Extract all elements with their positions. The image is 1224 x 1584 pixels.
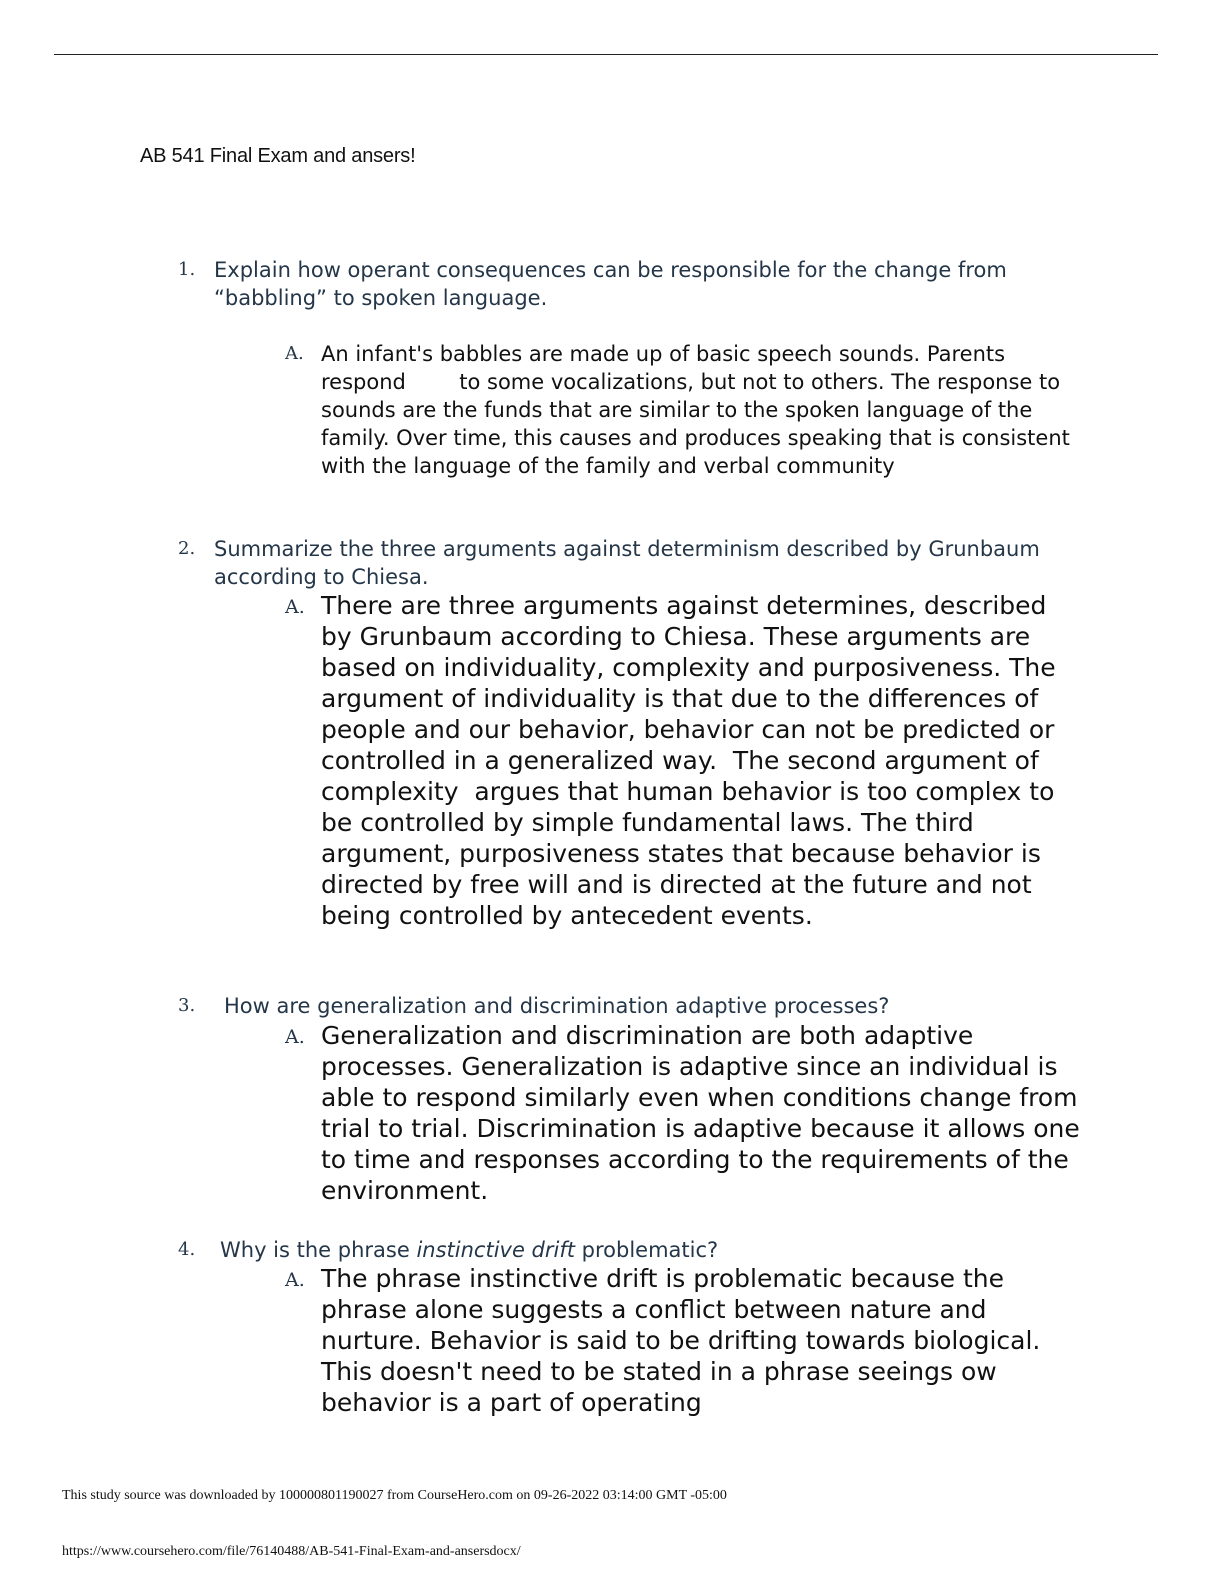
question-number: 1.: [178, 259, 196, 280]
question-number: 4.: [178, 1239, 196, 1260]
source-url[interactable]: https://www.coursehero.com/file/76140488/AB-541-Final-Exam-and-ansersdocx/: [62, 1544, 521, 1559]
top-rule: [54, 54, 1158, 55]
answer-letter: A.: [285, 343, 304, 364]
answer-text: The phrase instinctive drift is problematic because the phrase alone suggests a conflict between nature and nurture. Behavior is said to be drifting towards biological. This doesn't need to be stated in a phrase seeings ow behavior is a part of operating: [321, 1264, 1049, 1417]
answer-text: An infant's babbles are made up of basic speech sounds. Parents respond to some vocalizations, but not to others. The response to sounds are the funds that are similar to the spoken language of the family. Over time, this causes and produces speaking that is consistent with the language of the family and verbal community: [321, 342, 1077, 478]
question-text: Summarize the three arguments against determinism described by Grunbaum according to Chiesa.: [214, 537, 1040, 589]
download-notice: This study source was downloaded by 100000801190027 from CourseHero.com on 09-26-2022 03:14:00 GMT -05:00: [62, 1488, 727, 1503]
question-number: 3.: [178, 995, 196, 1016]
question-text: Explain how operant consequences can be responsible for the change from “babbling” to spoken language.: [214, 258, 1007, 310]
answer-text: There are three arguments against determines, described by Grunbaum according to Chiesa. These arguments are based on individuality, complexity and purposiveness. The argument of individuality is that due to the differences of people and our behavior, behavior can not be predicted or controlled in a generalized way. The second argument of complexity argues that human behavior is too complex to be controlled by simple fundamental laws. The third argument, purposiveness states that because behavior is directed by free will and is directed at the future and not being controlled by antecedent events.: [321, 591, 1064, 930]
question-number: 2.: [178, 538, 196, 559]
question-text-before: Why is the phrase: [220, 1238, 417, 1262]
answer-letter: A.: [285, 1269, 305, 1291]
question-text-after: problematic?: [574, 1238, 719, 1262]
question-text: How are generalization and discrimination adaptive processes?: [224, 994, 890, 1018]
answer-letter: A.: [285, 1026, 305, 1048]
question-text-emphasis: instinctive drift: [416, 1238, 575, 1262]
question-text: [220, 1236, 1080, 1264]
answer-letter: A.: [285, 596, 305, 618]
answer-text: Generalization and discrimination are both adaptive processes. Generalization is adaptive since an individual is able to respond similarly even when conditions change from trial to trial. Discrimination is adaptive because it allows one to time and responses according to the requirements of the environment.: [321, 1021, 1088, 1205]
document-title: AB 541 Final Exam and ansers!: [140, 145, 416, 167]
